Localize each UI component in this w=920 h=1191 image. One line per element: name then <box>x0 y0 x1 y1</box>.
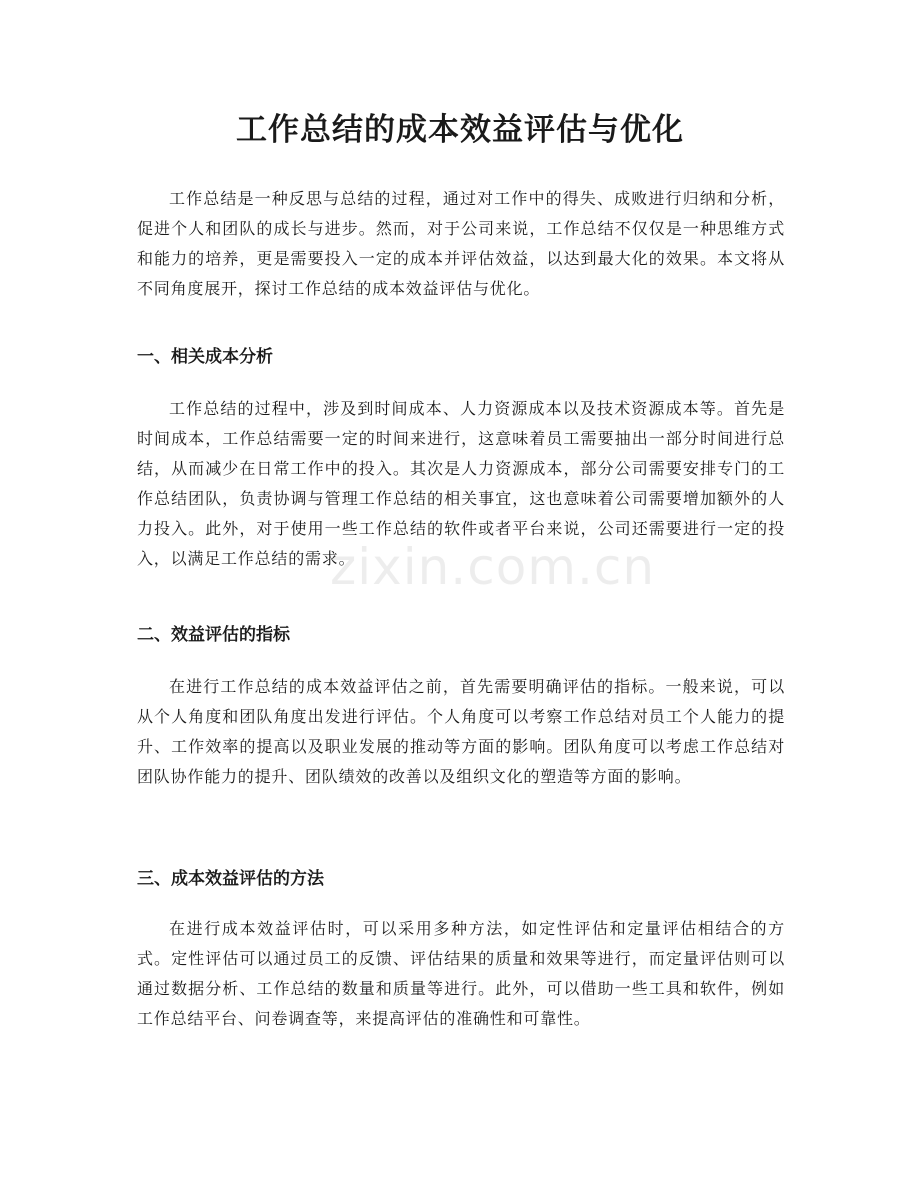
section-3-body: 在进行成本效益评估时，可以采用多种方法，如定性评估和定量评估相结合的方式。定性评估可以通过员工的反馈、评估结果的质量和效果等进行，而定量评估则可以通过数据分析、工作总结的数量和质量等进行。此外，可以借助一些工具和软件，例如工作总结平台、问卷调查等，来提高评估的准确性和可靠性。 <box>137 919 785 1028</box>
section-2-body: 在进行工作总结的成本效益评估之前，首先需要明确评估的指标。一般来说，可以从个人角度和团队角度出发进行评估。个人角度可以考察工作总结对员工个人能力的提升、工作效率的提高以及职业发展的推动等方面的影响。团队角度可以考虑工作总结对团队协作能力的提升、团队绩效的改善以及组织文化的塑造等方面的影响。 <box>137 677 785 786</box>
section-3-heading: 三、成本效益评估的方法 <box>137 869 324 889</box>
watermark-text: zixin.com.cn <box>330 538 656 596</box>
section-1-heading: 一、相关成本分析 <box>137 347 273 367</box>
page-title: 工作总结的成本效益评估与优化 <box>236 112 684 148</box>
section-1-body: 工作总结的过程中，涉及到时间成本、人力资源成本以及技术资源成本等。首先是时间成本，工作总结需要一定的时间来进行，这意味着员工需要抽出一部分时间进行总结，从而减少在日常工作中的投入。其次是人力资源成本，部分公司需要安排专门的工作总结团队，负责协调与管理工作总结的相关事宜，这也意味着公司需要增加额外的人力投入。此外，对于使用一些工作总结的软件或者平台来说，公司还需要进行一定的投入，以满足工作总结的需求。 <box>137 399 785 568</box>
section-2-heading: 二、效益评估的指标 <box>137 625 290 645</box>
intro-paragraph: 工作总结是一种反思与总结的过程，通过对工作中的得失、成败进行归纳和分析，促进个人和团队的成长与进步。然而，对于公司来说，工作总结不仅仅是一种思维方式和能力的培养，更是需要投入一定的成本并评估效益，以达到最大化的效果。本文将从不同角度展开，探讨工作总结的成本效益评估与优化。 <box>137 189 785 298</box>
